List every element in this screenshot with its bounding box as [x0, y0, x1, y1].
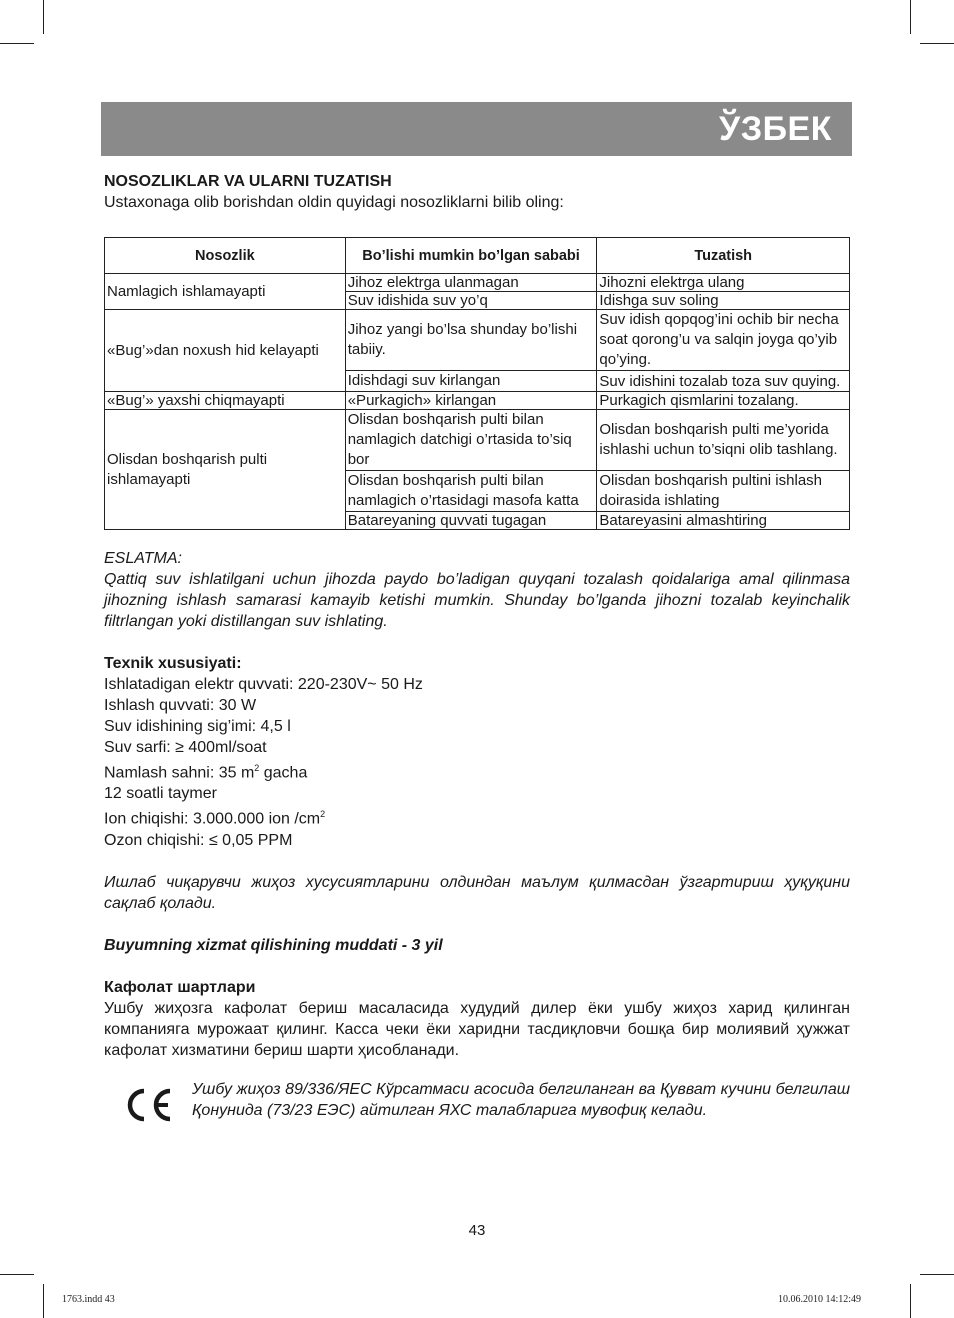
- language-title: ЎЗБЕК: [719, 110, 832, 148]
- fix-cell: Purkagich qismlarini tozalang.: [597, 392, 850, 410]
- problem-cell: Olisdan boshqarish pulti ishlamayapti: [105, 410, 346, 530]
- service-life: Buyumning xizmat qilishining muddati - 3 yil: [104, 936, 443, 954]
- cause-cell: Olisdan boshqarish pulti bilan namlagich o’rtasidagi masofa katta: [345, 471, 597, 512]
- table-row: [105, 392, 850, 410]
- manufacturer-note: Ишлаб чиқарувчи жиҳоз хусусиятларини олдиндан маълум қилмасдан ўзгартириш ҳуқуқини сақлаб қолади.: [104, 873, 850, 912]
- spec-line-ion: [104, 804, 850, 829]
- troubleshooting-table: [104, 237, 850, 530]
- troubleshooting-intro: Ustaxonaga olib borishdan oldin quyidagi nosozliklarni bilib oling:: [104, 194, 564, 211]
- footer-file-slug: 1763.indd 43: [62, 1294, 115, 1305]
- fix-cell: Olisdan boshqarish pulti me’yorida ishlashi uchun to’siqni olib tashlang.: [597, 410, 850, 471]
- warranty-text: Ушбу жиҳозга кафолат бериш масаласида худудий дилер ёки ушбу жиҳоз харид қилинган компанияга мурожаат қилинг. Касса чеки ёки харидни тасдиқловчи бошқа бир молиявий ҳужжат кафолат хизматини бериш шарти ҳисобланади.: [104, 999, 850, 1059]
- troubleshooting-title: NOSOZLIKLAR VA ULARNI TUZATISH: [104, 173, 392, 190]
- spec-area-suffix: gacha: [259, 764, 308, 782]
- spec-ion-exponent: 2: [320, 809, 326, 820]
- column-header: Bo’lishi mumkin bo’lgan sababi: [345, 238, 597, 274]
- table-row: [105, 410, 850, 471]
- cause-cell: Idishdagi suv kirlangan: [345, 371, 597, 392]
- note-heading: ESLATMA:: [104, 550, 182, 567]
- problem-cell: «Bug’»dan noxush hid kelayapti: [105, 310, 346, 392]
- ce-compliance-block: [104, 1079, 850, 1139]
- specs-heading: Texnik xususiyati:: [104, 655, 242, 672]
- ce-mark-icon: [122, 1085, 174, 1125]
- cause-cell: Jihoz elektrga ulanmagan: [345, 274, 597, 292]
- spec-line: Ishlash quvvati: 30 W: [104, 697, 257, 714]
- crop-mark: [43, 1284, 44, 1318]
- fix-cell: Jihozni elektrga ulang: [597, 274, 850, 292]
- crop-mark: [920, 1274, 954, 1275]
- crop-mark: [920, 43, 954, 44]
- fix-cell: Idishga suv soling: [597, 292, 850, 310]
- ce-compliance-text: Ушбу жиҳоз 89/336/ЯЕС Кўрсатмаси асосида белгиланган ва Қувват кучини белгилаш Қонунида (73/23 ЕЭС) айтилган ЯХС талабларига мувофиқ келади.: [192, 1080, 850, 1119]
- spec-line: Suv sarfi: ≥ 400ml/soat: [104, 739, 267, 756]
- cause-cell: «Purkagich» kirlangan: [345, 392, 597, 410]
- table-header-row: [105, 238, 850, 274]
- crop-mark: [0, 1274, 34, 1275]
- crop-mark: [0, 43, 34, 44]
- crop-mark: [43, 0, 44, 34]
- fix-cell: Olisdan boshqarish pultini ishlash doirasida ishlating: [597, 471, 850, 512]
- fix-cell: Suv idishini tozalab toza suv quying.: [597, 371, 850, 392]
- spec-line: Ozon chiqishi: ≤ 0,05 PPM: [104, 831, 293, 849]
- problem-cell: Namlagich ishlamayapti: [105, 274, 346, 310]
- warranty-heading: Кафолат шартлари: [104, 978, 256, 996]
- spec-line-area: [104, 758, 850, 783]
- spec-area-value: Namlash sahni: 35 m: [104, 764, 255, 782]
- page-content: [104, 171, 850, 1139]
- spec-ion-value: Ion chiqishi: 3.000.000 ion /cm: [104, 810, 321, 828]
- spec-area-exponent: 2: [254, 763, 260, 773]
- cause-cell: Batareyaning quvvati tugagan: [345, 512, 597, 530]
- language-header-bar: [101, 102, 852, 156]
- cause-cell: Suv idishida suv yo’q: [345, 292, 597, 310]
- fix-cell: Batareyasini almashtiring: [597, 512, 850, 530]
- column-header: Nosozlik: [105, 238, 346, 274]
- problem-cell: «Bug’» yaxshi chiqmayapti: [105, 392, 346, 410]
- page-number: 43: [468, 1222, 486, 1239]
- spec-line: 12 soatli taymer: [104, 785, 217, 803]
- cause-cell: Jihoz yangi bo’lsa shunday bo’lishi tabiiy.: [345, 310, 597, 371]
- spec-line: Ishlatadigan elektr quvvati: 220-230V~ 50 Hz: [104, 676, 423, 693]
- column-header: Tuzatish: [597, 238, 850, 274]
- table-row: [105, 274, 850, 292]
- crop-mark: [910, 1284, 911, 1318]
- footer-timestamp-slug: 10.06.2010 14:12:49: [778, 1294, 862, 1305]
- table-row: [105, 310, 850, 371]
- fix-cell: Suv idish qopqog’ini ochib bir necha soat qorong’u va salqin joyga qo’yib qo’ying.: [597, 310, 850, 371]
- cause-cell: Olisdan boshqarish pulti bilan namlagich datchigi o’rtasida to’siq bor: [345, 410, 597, 471]
- note-text: Qattiq suv ishlatilgani uchun jihozda paydo bo’ladigan quyqani tozalash qoidalariga amal qilinmasa jihozning ishlash samarasi kamayib ketishi mumkin. Shunday bo’lganda jihozni tozalab keyinchalik filtrlangan yoki distillangan suv ishlating.: [104, 571, 850, 630]
- spec-line: Suv idishining sig’imi: 4,5 l: [104, 718, 291, 735]
- crop-mark: [910, 0, 911, 34]
